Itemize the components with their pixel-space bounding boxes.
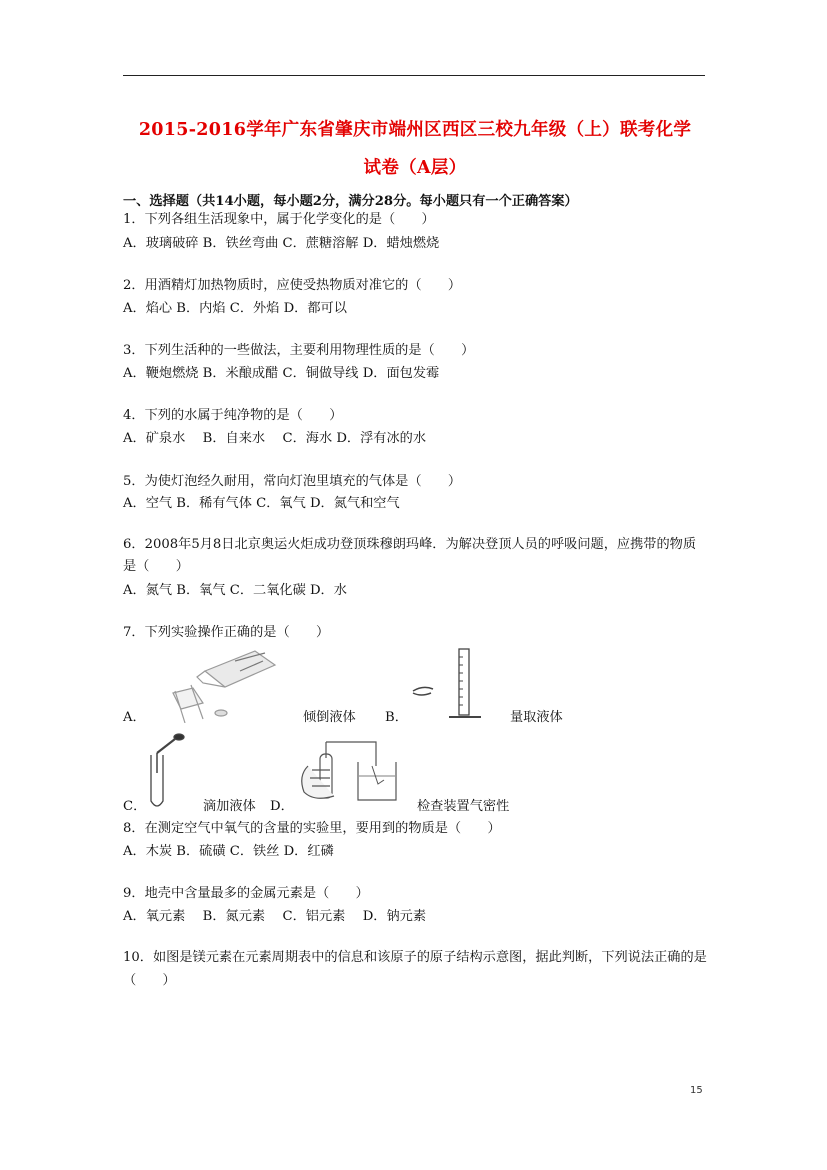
question-10-stem: 10．如图是镁元素在元素周期表中的信息和该原子的原子结构示意图，据此判断，下列说法正确的是（ ） xyxy=(123,950,707,988)
page-title-continued: 试卷（A层） xyxy=(363,158,467,178)
question-4-stem: 4．下列的水属于纯净物的是（ ） xyxy=(123,408,343,423)
question-8-stem: 8．在测定空气中氧气的含量的实验里，要用到的物质是（ ） xyxy=(123,821,501,836)
q7-option-d-label: 检查装置气密性 xyxy=(417,799,510,814)
question-7-stem: 7．下列实验操作正确的是（ ） xyxy=(123,625,330,640)
page-number: 15 xyxy=(690,1085,703,1096)
airtightness-check-illustration xyxy=(290,736,410,814)
header-rule xyxy=(123,75,705,76)
pouring-liquid-illustration xyxy=(145,643,295,723)
question-1-options: A．玻璃破碎 B．铁丝弯曲 C．蔗糖溶解 D．蜡烛燃烧 xyxy=(123,236,440,251)
question-2-stem: 2．用酒精灯加热物质时，应使受热物质对准它的（ ） xyxy=(123,278,462,293)
page-title: 2015-2016学年广东省肇庆市端州区西区三校九年级（上）联考化学 xyxy=(138,120,692,140)
question-5-stem: 5．为使灯泡经久耐用，常向灯泡里填充的气体是（ ） xyxy=(123,474,462,489)
q7-option-c-label: 滴加液体 xyxy=(203,799,256,814)
q7-option-b-label: 量取液体 xyxy=(510,710,563,725)
question-2-options: A．焰心 B．内焰 C．外焰 D．都可以 xyxy=(123,301,347,316)
question-9-stem: 9．地壳中含量最多的金属元素是（ ） xyxy=(123,886,369,901)
question-6-stem: 6．2008年5月8日北京奥运火炬成功登顶珠穆朗玛峰．为解决登顶人员的呼吸问题，应携带的物质是（ ） xyxy=(123,537,697,574)
dropper-tube-illustration xyxy=(145,733,205,813)
question-6-options: A．氮气 B．氧气 C．二氧化碳 D．水 xyxy=(123,583,347,598)
q7-option-d-letter: D． xyxy=(270,799,294,814)
question-1-stem: 1．下列各组生活现象中，属于化学变化的是（ ） xyxy=(123,212,435,227)
question-4-options: A．矿泉水 B．自来水 C．海水 D．浮有冰的水 xyxy=(123,431,427,446)
question-8-options: A．木炭 B．硫磺 C．铁丝 D．红磷 xyxy=(123,844,334,859)
q7-option-a-label: 倾倒液体 xyxy=(303,710,356,725)
q7-option-a-letter: A． xyxy=(123,710,146,725)
question-3-stem: 3．下列生活种的一些做法，主要利用物理性质的是（ ） xyxy=(123,343,475,358)
measuring-cylinder-illustration xyxy=(405,645,495,725)
question-3-options: A．鞭炮燃烧 B．米酿成醋 C．铜做导线 D．面包发霉 xyxy=(123,366,440,381)
question-9-options: A．氧元素 B．氮元素 C．铝元素 D．钠元素 xyxy=(123,909,427,924)
q7-option-c-letter: C． xyxy=(123,799,147,814)
question-5-options: A．空气 B．稀有气体 C．氧气 D．氮气和空气 xyxy=(123,496,400,511)
q7-option-b-letter: B． xyxy=(385,710,408,725)
section-heading: 一、选择题（共14小题，每小题2分，满分28分。每小题只有一个正确答案） xyxy=(123,194,578,209)
